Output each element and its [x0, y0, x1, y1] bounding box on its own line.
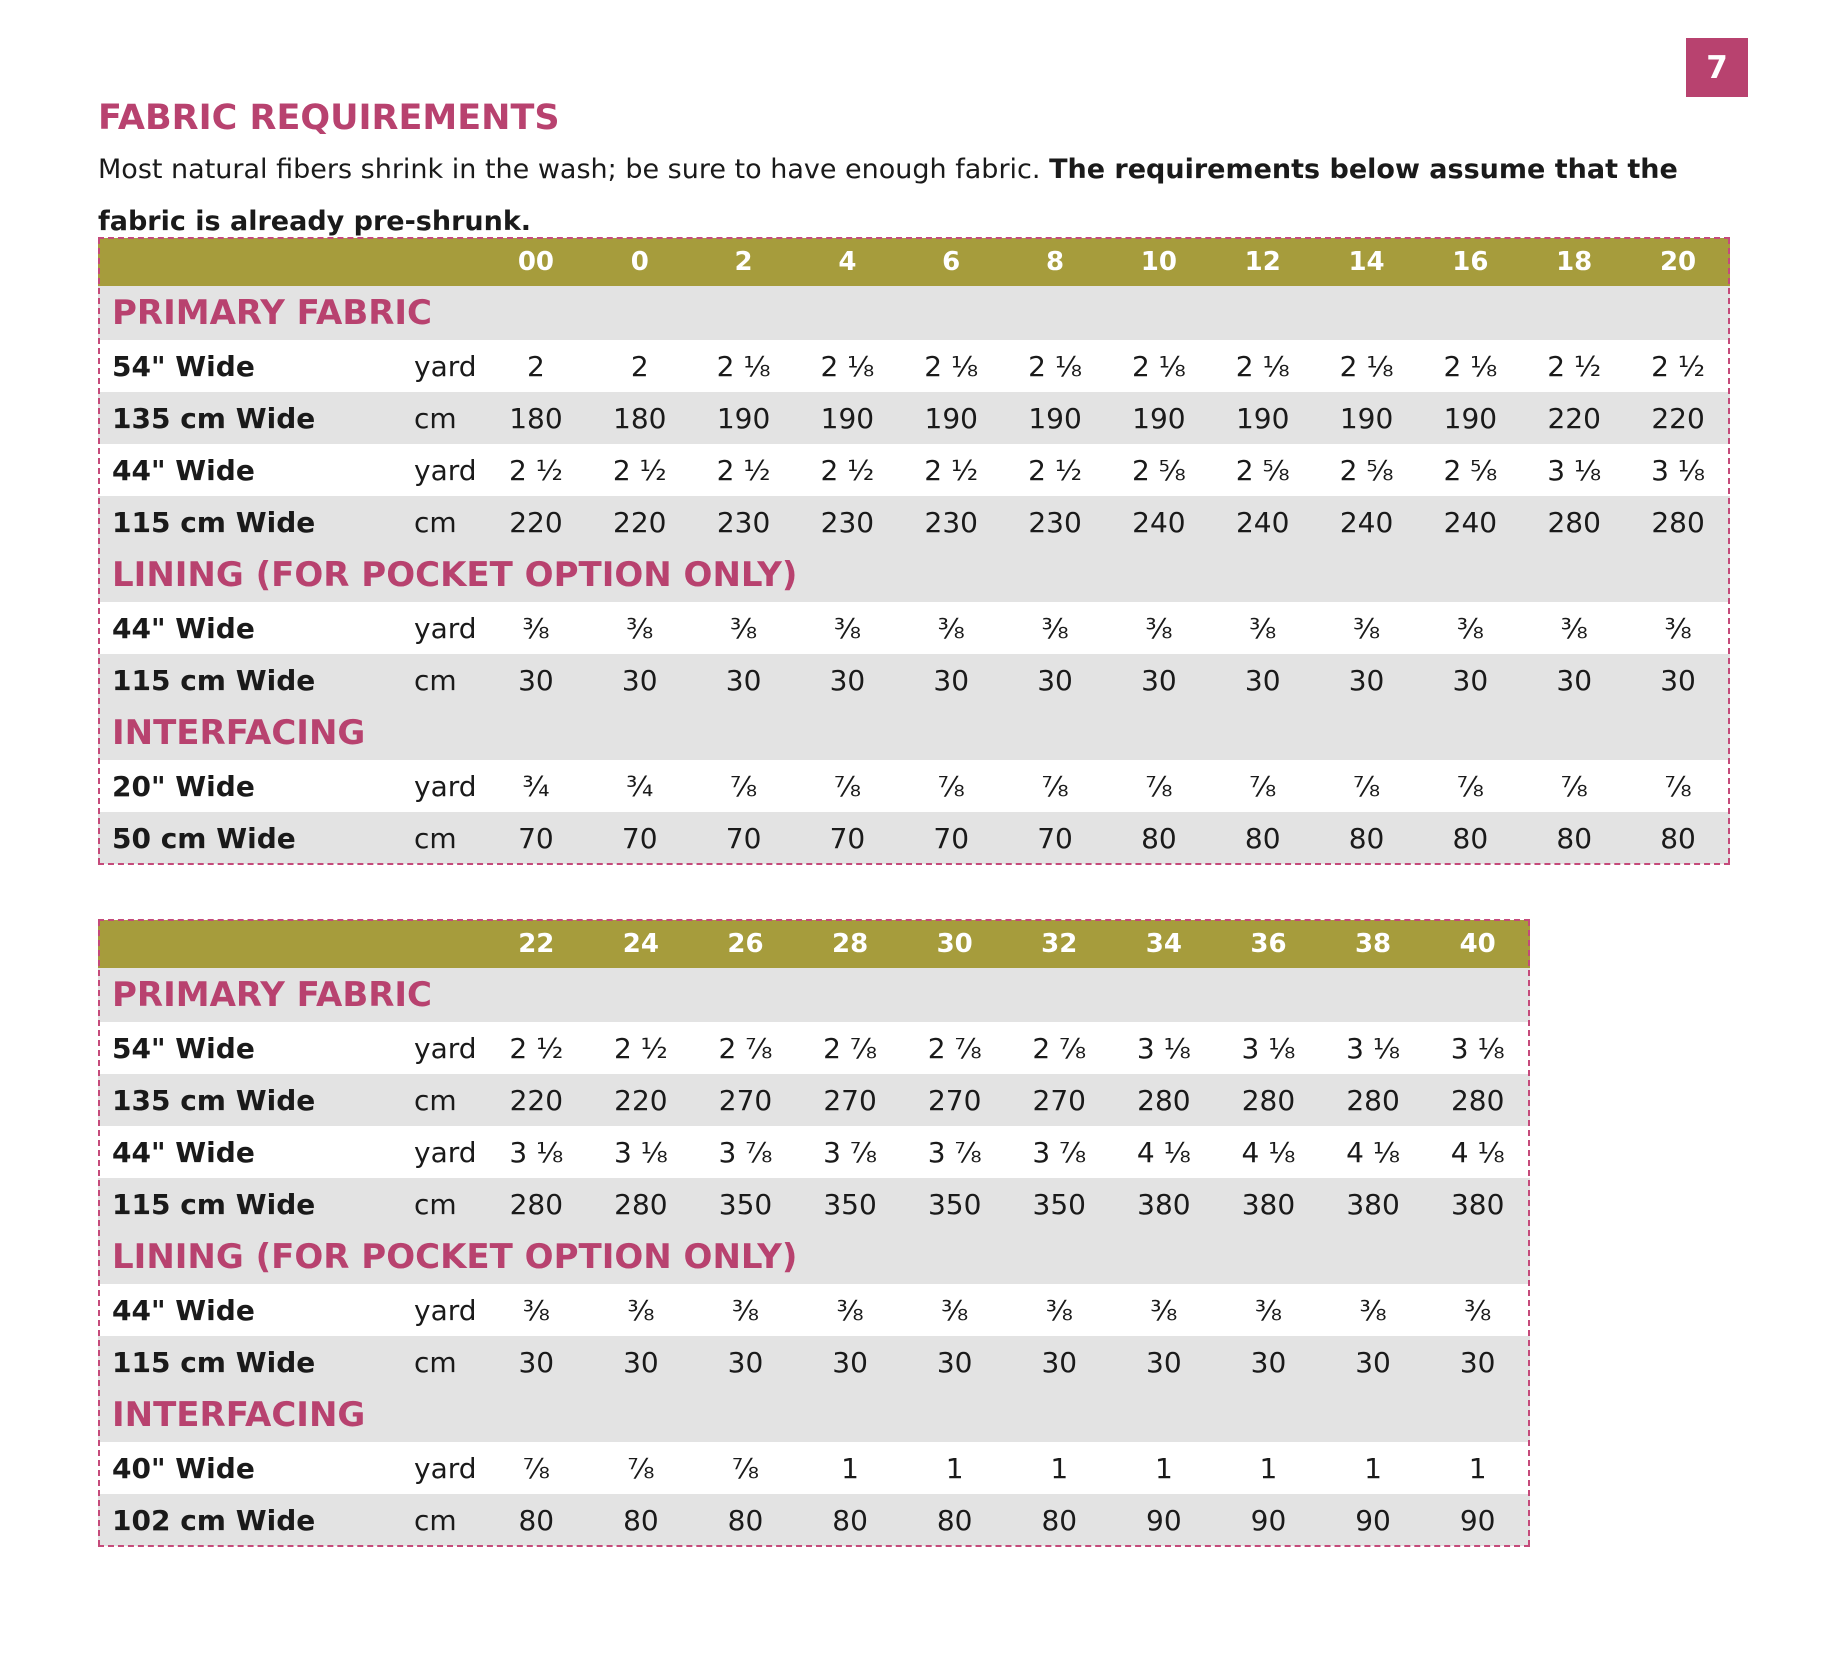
- unit-label: cm: [408, 392, 484, 444]
- size-header: 38: [1321, 920, 1426, 968]
- unit-label: yard: [408, 602, 484, 654]
- amount-cell: ⅜: [902, 1284, 1007, 1336]
- size-header: 36: [1216, 920, 1321, 968]
- unit-label: cm: [408, 1494, 484, 1546]
- unit-label: cm: [408, 812, 484, 864]
- amount-cell: ⅜: [899, 602, 1003, 654]
- amount-cell: 1: [798, 1442, 903, 1494]
- amount-cell: 70: [795, 812, 899, 864]
- section-title: PRIMARY FABRIC: [98, 286, 1730, 340]
- amount-cell: 280: [1216, 1074, 1321, 1126]
- section-row: [98, 548, 1730, 602]
- amount-cell: ⅜: [795, 602, 899, 654]
- section-title: LINING (FOR POCKET OPTION ONLY): [98, 1230, 1530, 1284]
- amount-cell: 2 ⅛: [1107, 340, 1211, 392]
- table-row: [98, 392, 1730, 444]
- section-row: [98, 1388, 1530, 1442]
- amount-cell: 30: [693, 1336, 798, 1388]
- size-header: 26: [693, 920, 798, 968]
- amount-cell: 2 ⅛: [1418, 340, 1522, 392]
- table-row: [98, 1074, 1530, 1126]
- fabric-table-sizes-22-40: [98, 920, 1530, 1546]
- table-row: [98, 1442, 1530, 1494]
- amount-cell: 1: [1007, 1442, 1112, 1494]
- amount-cell: 30: [1112, 1336, 1217, 1388]
- amount-cell: ⅜: [1315, 602, 1419, 654]
- amount-cell: 230: [692, 496, 796, 548]
- amount-cell: 4 ⅛: [1216, 1126, 1321, 1178]
- amount-cell: 80: [1007, 1494, 1112, 1546]
- amount-cell: ⅞: [1418, 760, 1522, 812]
- amount-cell: ⅞: [692, 760, 796, 812]
- amount-cell: ⅜: [1321, 1284, 1426, 1336]
- amount-cell: 240: [1211, 496, 1315, 548]
- amount-cell: ⅞: [1003, 760, 1107, 812]
- amount-cell: 4 ⅛: [1112, 1126, 1217, 1178]
- amount-cell: 230: [1003, 496, 1107, 548]
- size-header: 24: [589, 920, 694, 968]
- amount-cell: 90: [1112, 1494, 1217, 1546]
- fabric-width-label: 44" Wide: [98, 1126, 408, 1178]
- amount-cell: 30: [1211, 654, 1315, 706]
- amount-cell: 2 ⅛: [795, 340, 899, 392]
- fabric-width-label: 44" Wide: [98, 602, 408, 654]
- amount-cell: ⅜: [1003, 602, 1107, 654]
- amount-cell: 30: [1522, 654, 1626, 706]
- amount-cell: ⅞: [1315, 760, 1419, 812]
- amount-cell: 2: [588, 340, 692, 392]
- unit-label: yard: [408, 1022, 484, 1074]
- amount-cell: 3 ⅞: [902, 1126, 1007, 1178]
- fabric-width-label: 135 cm Wide: [98, 1074, 408, 1126]
- amount-cell: ⅞: [1626, 760, 1730, 812]
- unit-label: yard: [408, 760, 484, 812]
- amount-cell: 30: [798, 1336, 903, 1388]
- amount-cell: 190: [1003, 392, 1107, 444]
- size-header: 40: [1425, 920, 1530, 968]
- amount-cell: 220: [1522, 392, 1626, 444]
- table-row: [98, 1022, 1530, 1074]
- amount-cell: ⅜: [484, 1284, 589, 1336]
- amount-cell: 2 ⅛: [1211, 340, 1315, 392]
- amount-cell: 2 ⅝: [1211, 444, 1315, 496]
- amount-cell: ⅜: [692, 602, 796, 654]
- table-row: [98, 340, 1730, 392]
- size-header-row: [98, 238, 1730, 286]
- section-title: INTERFACING: [98, 706, 1730, 760]
- fabric-width-label: 115 cm Wide: [98, 1178, 408, 1230]
- amount-cell: 80: [693, 1494, 798, 1546]
- amount-cell: 2: [484, 340, 588, 392]
- amount-cell: 2 ⅞: [798, 1022, 903, 1074]
- amount-cell: ⅜: [1112, 1284, 1217, 1336]
- amount-cell: 80: [484, 1494, 589, 1546]
- amount-cell: 1: [1425, 1442, 1530, 1494]
- fabric-width-label: 102 cm Wide: [98, 1494, 408, 1546]
- table-row: [98, 1126, 1530, 1178]
- amount-cell: 4 ⅛: [1321, 1126, 1426, 1178]
- amount-cell: 2 ⅝: [1107, 444, 1211, 496]
- amount-cell: ⅜: [1418, 602, 1522, 654]
- amount-cell: 3 ⅛: [1522, 444, 1626, 496]
- amount-cell: 80: [1315, 812, 1419, 864]
- size-header: 30: [902, 920, 1007, 968]
- amount-cell: 280: [1522, 496, 1626, 548]
- table-row: [98, 1178, 1530, 1230]
- amount-cell: 70: [899, 812, 1003, 864]
- amount-cell: 270: [798, 1074, 903, 1126]
- amount-cell: 350: [902, 1178, 1007, 1230]
- amount-cell: 30: [692, 654, 796, 706]
- amount-cell: 3 ⅛: [1321, 1022, 1426, 1074]
- amount-cell: 190: [795, 392, 899, 444]
- amount-cell: 80: [1107, 812, 1211, 864]
- amount-cell: 90: [1321, 1494, 1426, 1546]
- section-title: LINING (FOR POCKET OPTION ONLY): [98, 548, 1730, 602]
- amount-cell: 30: [1418, 654, 1522, 706]
- amount-cell: ⅜: [589, 1284, 694, 1336]
- size-header: 00: [484, 238, 588, 286]
- amount-cell: 2 ½: [484, 1022, 589, 1074]
- amount-cell: 2 ½: [588, 444, 692, 496]
- amount-cell: 2 ½: [899, 444, 1003, 496]
- intro-normal-text: Most natural fibers shrink in the wash; be sure to have enough fabric.: [98, 154, 1050, 185]
- amount-cell: 380: [1216, 1178, 1321, 1230]
- amount-cell: 280: [484, 1178, 589, 1230]
- page-number-badge: 7: [1686, 38, 1748, 97]
- amount-cell: 4 ⅛: [1425, 1126, 1530, 1178]
- amount-cell: 190: [1315, 392, 1419, 444]
- amount-cell: 1: [1216, 1442, 1321, 1494]
- intro-bold-text: The requirements below assume that the fabric is already pre-shrunk.: [98, 154, 1678, 237]
- amount-cell: 30: [1216, 1336, 1321, 1388]
- amount-cell: 3 ⅛: [589, 1126, 694, 1178]
- size-header: 32: [1007, 920, 1112, 968]
- amount-cell: 2 ⅞: [1007, 1022, 1112, 1074]
- amount-cell: 280: [589, 1178, 694, 1230]
- section-row: [98, 706, 1730, 760]
- table-row: [98, 1336, 1530, 1388]
- amount-cell: 180: [588, 392, 692, 444]
- section-row: [98, 286, 1730, 340]
- amount-cell: 70: [484, 812, 588, 864]
- amount-cell: 2 ½: [692, 444, 796, 496]
- fabric-width-label: 50 cm Wide: [98, 812, 408, 864]
- amount-cell: 270: [902, 1074, 1007, 1126]
- amount-cell: ⅞: [1211, 760, 1315, 812]
- amount-cell: ⅜: [1216, 1284, 1321, 1336]
- amount-cell: 2 ½: [1003, 444, 1107, 496]
- intro-text: [98, 144, 1718, 248]
- size-header: 10: [1107, 238, 1211, 286]
- amount-cell: 3 ⅛: [1425, 1022, 1530, 1074]
- size-header: 20: [1626, 238, 1730, 286]
- amount-cell: ⅜: [1107, 602, 1211, 654]
- amount-cell: 280: [1626, 496, 1730, 548]
- amount-cell: 80: [1522, 812, 1626, 864]
- amount-cell: 30: [589, 1336, 694, 1388]
- amount-cell: 90: [1216, 1494, 1321, 1546]
- header-blank-cell: [98, 920, 484, 968]
- amount-cell: 2 ⅛: [1003, 340, 1107, 392]
- amount-cell: 70: [588, 812, 692, 864]
- amount-cell: 30: [1003, 654, 1107, 706]
- amount-cell: 3 ⅛: [484, 1126, 589, 1178]
- table-row: [98, 1494, 1530, 1546]
- unit-label: yard: [408, 1442, 484, 1494]
- amount-cell: 190: [1418, 392, 1522, 444]
- size-header: 0: [588, 238, 692, 286]
- amount-cell: 2 ⅛: [1315, 340, 1419, 392]
- amount-cell: ¾: [484, 760, 588, 812]
- amount-cell: 2 ⅝: [1315, 444, 1419, 496]
- amount-cell: 220: [484, 1074, 589, 1126]
- fabric-width-label: 54" Wide: [98, 1022, 408, 1074]
- table-row: [98, 654, 1730, 706]
- amount-cell: 2 ⅞: [693, 1022, 798, 1074]
- amount-cell: 230: [899, 496, 1003, 548]
- amount-cell: 30: [1321, 1336, 1426, 1388]
- amount-cell: 90: [1425, 1494, 1530, 1546]
- fabric-width-label: 44" Wide: [98, 1284, 408, 1336]
- size-header: 4: [795, 238, 899, 286]
- amount-cell: ⅜: [484, 602, 588, 654]
- fabric-width-label: 54" Wide: [98, 340, 408, 392]
- section-row: [98, 968, 1530, 1022]
- table-row: [98, 496, 1730, 548]
- amount-cell: 1: [1321, 1442, 1426, 1494]
- amount-cell: 380: [1425, 1178, 1530, 1230]
- amount-cell: 270: [693, 1074, 798, 1126]
- amount-cell: ⅞: [589, 1442, 694, 1494]
- size-header: 8: [1003, 238, 1107, 286]
- amount-cell: 80: [902, 1494, 1007, 1546]
- unit-label: cm: [408, 654, 484, 706]
- amount-cell: 2 ½: [1626, 340, 1730, 392]
- amount-cell: ⅜: [1522, 602, 1626, 654]
- amount-cell: ⅜: [588, 602, 692, 654]
- amount-cell: 70: [1003, 812, 1107, 864]
- amount-cell: 30: [795, 654, 899, 706]
- unit-label: yard: [408, 340, 484, 392]
- amount-cell: ⅜: [1211, 602, 1315, 654]
- amount-cell: 280: [1112, 1074, 1217, 1126]
- size-header: 12: [1211, 238, 1315, 286]
- amount-cell: 1: [902, 1442, 1007, 1494]
- amount-cell: 220: [484, 496, 588, 548]
- amount-cell: 240: [1418, 496, 1522, 548]
- amount-cell: 190: [899, 392, 1003, 444]
- unit-label: cm: [408, 496, 484, 548]
- amount-cell: 280: [1425, 1074, 1530, 1126]
- amount-cell: 2 ⅞: [902, 1022, 1007, 1074]
- amount-cell: 3 ⅞: [798, 1126, 903, 1178]
- amount-cell: 220: [588, 496, 692, 548]
- amount-cell: ⅞: [484, 1442, 589, 1494]
- amount-cell: 30: [1107, 654, 1211, 706]
- amount-cell: ¾: [588, 760, 692, 812]
- fabric-width-label: 40" Wide: [98, 1442, 408, 1494]
- amount-cell: 240: [1315, 496, 1419, 548]
- amount-cell: 70: [692, 812, 796, 864]
- amount-cell: ⅜: [1007, 1284, 1112, 1336]
- size-header: 22: [484, 920, 589, 968]
- amount-cell: 190: [692, 392, 796, 444]
- amount-cell: 30: [484, 1336, 589, 1388]
- amount-cell: 30: [484, 654, 588, 706]
- amount-cell: 30: [899, 654, 1003, 706]
- section-title: PRIMARY FABRIC: [98, 968, 1530, 1022]
- amount-cell: 2 ½: [589, 1022, 694, 1074]
- unit-label: cm: [408, 1336, 484, 1388]
- unit-label: yard: [408, 444, 484, 496]
- amount-cell: 270: [1007, 1074, 1112, 1126]
- amount-cell: 2 ½: [1522, 340, 1626, 392]
- amount-cell: 190: [1107, 392, 1211, 444]
- fabric-width-label: 44" Wide: [98, 444, 408, 496]
- amount-cell: 30: [1626, 654, 1730, 706]
- amount-cell: 2 ⅝: [1418, 444, 1522, 496]
- amount-cell: 220: [589, 1074, 694, 1126]
- fabric-table-sizes-00-20: [98, 238, 1730, 864]
- amount-cell: 190: [1211, 392, 1315, 444]
- table-row: [98, 602, 1730, 654]
- amount-cell: ⅞: [693, 1442, 798, 1494]
- table-row: [98, 812, 1730, 864]
- amount-cell: 2 ⅛: [899, 340, 1003, 392]
- amount-cell: 80: [589, 1494, 694, 1546]
- amount-cell: 2 ½: [795, 444, 899, 496]
- fabric-width-label: 20" Wide: [98, 760, 408, 812]
- amount-cell: 2 ½: [484, 444, 588, 496]
- unit-label: yard: [408, 1126, 484, 1178]
- fabric-width-label: 115 cm Wide: [98, 654, 408, 706]
- amount-cell: 230: [795, 496, 899, 548]
- amount-cell: 30: [1315, 654, 1419, 706]
- amount-cell: 3 ⅛: [1626, 444, 1730, 496]
- amount-cell: ⅞: [1107, 760, 1211, 812]
- table-row: [98, 444, 1730, 496]
- amount-cell: 3 ⅛: [1112, 1022, 1217, 1074]
- size-header: 14: [1315, 238, 1419, 286]
- amount-cell: 80: [1626, 812, 1730, 864]
- amount-cell: ⅞: [1522, 760, 1626, 812]
- amount-cell: 380: [1112, 1178, 1217, 1230]
- amount-cell: 30: [588, 654, 692, 706]
- unit-label: cm: [408, 1178, 484, 1230]
- amount-cell: ⅜: [1626, 602, 1730, 654]
- size-header: 18: [1522, 238, 1626, 286]
- fabric-width-label: 115 cm Wide: [98, 496, 408, 548]
- amount-cell: ⅜: [1425, 1284, 1530, 1336]
- fabric-width-label: 115 cm Wide: [98, 1336, 408, 1388]
- amount-cell: 2 ⅛: [692, 340, 796, 392]
- amount-cell: 240: [1107, 496, 1211, 548]
- amount-cell: 380: [1321, 1178, 1426, 1230]
- amount-cell: 1: [1112, 1442, 1217, 1494]
- amount-cell: 80: [1211, 812, 1315, 864]
- amount-cell: 80: [1418, 812, 1522, 864]
- amount-cell: 280: [1321, 1074, 1426, 1126]
- amount-cell: 350: [693, 1178, 798, 1230]
- amount-cell: 180: [484, 392, 588, 444]
- amount-cell: ⅜: [693, 1284, 798, 1336]
- fabric-width-label: 135 cm Wide: [98, 392, 408, 444]
- size-header: 34: [1112, 920, 1217, 968]
- section-title: INTERFACING: [98, 1388, 1530, 1442]
- amount-cell: 30: [1007, 1336, 1112, 1388]
- header-blank-cell: [98, 238, 484, 286]
- amount-cell: ⅞: [899, 760, 1003, 812]
- amount-cell: 3 ⅛: [1216, 1022, 1321, 1074]
- amount-cell: 350: [798, 1178, 903, 1230]
- amount-cell: ⅜: [798, 1284, 903, 1336]
- size-header: 16: [1418, 238, 1522, 286]
- amount-cell: 350: [1007, 1178, 1112, 1230]
- size-header: 6: [899, 238, 1003, 286]
- amount-cell: 3 ⅞: [693, 1126, 798, 1178]
- amount-cell: ⅞: [795, 760, 899, 812]
- amount-cell: 30: [1425, 1336, 1530, 1388]
- amount-cell: 220: [1626, 392, 1730, 444]
- size-header: 2: [692, 238, 796, 286]
- amount-cell: 80: [798, 1494, 903, 1546]
- unit-label: yard: [408, 1284, 484, 1336]
- section-row: [98, 1230, 1530, 1284]
- amount-cell: 30: [902, 1336, 1007, 1388]
- unit-label: cm: [408, 1074, 484, 1126]
- size-header: 28: [798, 920, 903, 968]
- page-title: FABRIC REQUIREMENTS: [98, 98, 560, 138]
- amount-cell: 3 ⅞: [1007, 1126, 1112, 1178]
- size-header-row: [98, 920, 1530, 968]
- table-row: [98, 760, 1730, 812]
- table-row: [98, 1284, 1530, 1336]
